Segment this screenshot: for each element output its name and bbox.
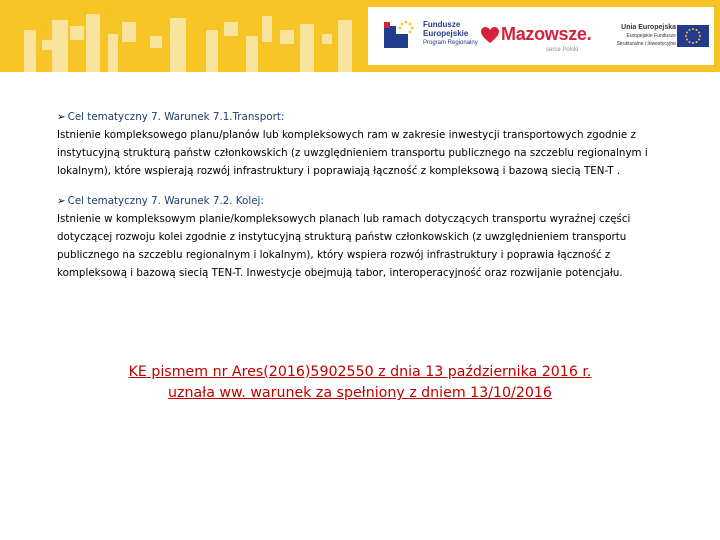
paragraph-title: Cel tematyczny 7. Warunek 7.2. Kolej: [67,195,264,207]
conclusion-statement [70,362,650,404]
fundusze-line3: Program Regionalny [423,40,478,46]
paragraph-warunek-7-1 [57,108,663,180]
unia-europejska-text [608,24,676,48]
header-band [0,0,720,72]
arrow-bullet-icon: ➢ [57,195,66,207]
mazowsze-logo [480,19,590,59]
fundusze-line2: Europejskie [423,29,469,38]
paragraph-body: Istnienie w kompleksowym planie/kompleksowych planach lub ramach dotyczących transportu wyraźnej części dotyczącej rozwoju kolei zgodnie z instytucyjną strukturą państw członkowskich (z uwzględnieniem transportu publicznego na szczeblu regionalnym i lokalnym), który wspiera rozwój infrastruktury i poprawia łączność z kompleksową i bazową siecią TEN-T. Inwestycje obejmują tabor, interoperacyjność oraz rozwijanie potencjału. [57,213,631,279]
fundusze-europejskie-logo [382,16,478,52]
conclusion-line1: KE pismem nr Ares(2016)5902550 z dnia 13 października 2016 r. [128,364,592,380]
paragraph-warunek-7-2 [57,192,663,282]
arrow-bullet-icon: ➢ [57,111,66,123]
conclusion-line2: uznała ww. warunek za spełniony z dniem 13/10/2016 [168,385,552,401]
mazowsze-wordmark: Mazowsze. [501,24,592,44]
eu-flag-icon [677,25,709,47]
paragraph-body: Istnienie kompleksowego planu/planów lub kompleksowych ram w zakresie inwestycji transportowych zgodnie z instytucyjną strukturą państw członkowskich (z uwzględnieniem transportu publicznego na szczeblu regionalnym i lokalnym), które wspierają rozwój infrastruktury i poprawiają łączność z kompleksową i bazową siecią TEN-T . [57,129,648,177]
paragraph-title: Cel tematyczny 7. Warunek 7.1.Transport: [67,111,285,123]
header-decorative-pattern [0,0,380,72]
unia-line1: Unia Europejska [621,24,676,31]
fundusze-europejskie-mark-icon [382,16,418,52]
fundusze-line1: Fundusze [423,20,461,29]
logo-strip [368,7,714,65]
heart-icon [480,26,500,44]
mazowsze-tagline: serce Polski [546,47,579,53]
unia-line3: Strukturalne i Inwestycyjne [616,41,676,47]
slide-content [57,108,663,282]
unia-line2: Europejskie Fundusze [626,33,676,39]
